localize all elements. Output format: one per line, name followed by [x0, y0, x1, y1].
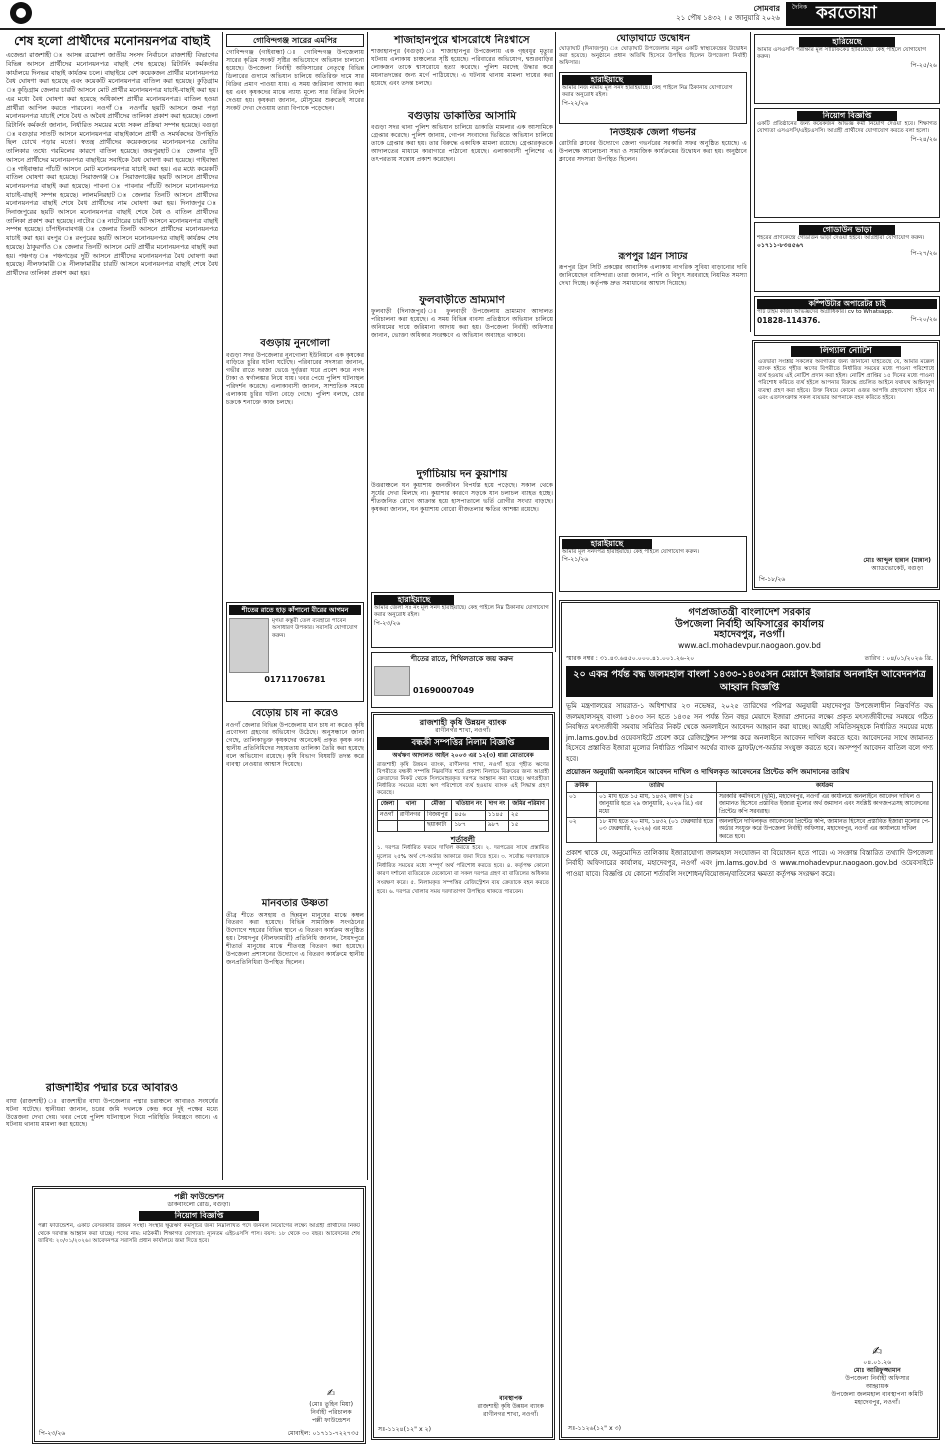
govt-line3: মহাদেবপুর, নওগাঁ।	[714, 629, 785, 640]
col1-article	[6, 34, 218, 1074]
logo-small-text: দৈনিক	[792, 4, 808, 11]
col3-article-3	[371, 294, 553, 464]
table-row: ০২ ১৮ মাঘ হতে ২০ মাঘ, ১৪৩২ (০১ ফেব্রুয়ারি হতে ০৩ ফেব্রুয়ারি, ২০২৬) এর মধ্যে অনলাইনে দাখিলকৃত আবেদনের প্রিন্টেড কপি, জামানত হিসেবে প্রস্তাবিত ইজারা মূল্যের পে-অর্ডার সংযুক্ত করে উপজেলা নির্বাহী অফিসার, মহাদেবপুর, নওগাঁ এর কার্যালয়ে দাখিল করতে হবে।	[567, 817, 933, 842]
govt-sign-place: মহাদেবপুর, নওগাঁ।	[854, 1399, 900, 1407]
table-header: ক্রমিক	[567, 782, 597, 792]
col1b-headline: রাজশাহীর পদ্মার চরে আবারও	[45, 1082, 179, 1094]
col3-ad-title: শীতের রাতে, শিথিলতাকে জয় করুন	[410, 655, 514, 663]
govt-jalmahal-notice	[559, 600, 940, 1440]
col5-comp-code: পি-২০/২৬	[910, 315, 937, 323]
col4-article-3	[559, 252, 747, 532]
col3-h2: বগুড়ায় ডাকাতির আসামি	[407, 110, 517, 122]
col2-h2-body: বগুড়া সদর উপজেলার নুনগোলা ইউনিয়নে এক কৃষকের বাড়িতে চুরির ঘটনা ঘটেছে। পরিবারের সদস্যরা জানান, গভীর রাতে দরজা ভেঙে দুর্বৃত্তরা ঘরে প্রবেশ করে নগদ টাকা ও স্বর্ণালঙ্কার নিয়ে যায়। খবর পেয়ে পুলিশ ঘটনাস্থল পরিদর্শন করেছে। এলাকাবাসী জানান, সাম্প্রতিক সময়ে এলাকায় চুরির ঘটনা বেড়ে গেছে। পুলিশ বলছে, চোর চক্রকে শনাক্তে কাজ চলছে।	[226, 351, 364, 407]
col5-comp-body: পার্ট টাইম কাজ। অভিজ্ঞদের অগ্রাধিকার। cv to Whatsapp.	[757, 308, 894, 315]
col1-ad-body: পল্লী ফাউন্ডেশন, একটি বেসরকারি উন্নয়ন সংস্থা। সংস্থার ক্ষুদ্রঋণ কর্মসূচির জন্য নিম্নলিখিত পদে জনবল নিয়োগের লক্ষ্যে আগ্রহী প্রার্থীদের নিকট থেকে দরখাস্ত আহ্বান করা যাচ্ছে। পদের নাম: মাঠকর্মী। শিক্ষাগত যোগ্যতা: ন্যূনতম এইচএসসি পাস। বয়স: ১৮ থেকে ৩০ বছর। আবেদনের শেষ তারিখ: ২০/০১/২০২৬। আবেদনপত্র সরাসরি প্রধান কার্যালয়ে জমা দিতে হবে।	[38, 1223, 360, 1244]
date-detail: ২১ পৌষ ১৪৩২ । ৫ জানুয়ারি ২০২৬	[676, 14, 780, 23]
col5-lost-ad	[754, 34, 940, 104]
govt-memo: স্মারক নম্বর : ৩১.৪৩.৬৪৫০.০০০.৪১.০০১.২৬-২০	[566, 654, 695, 662]
col4-h1-body: ঘোড়াঘাট (দিনাজপুর) ঃ ঘোড়াঘাট উপজেলায় নতুন একটি স্বাস্থ্যকেন্দ্রের উদ্বোধন করা হয়েছে। অনুষ্ঠানে প্রধান অতিথি হিসেবে উপস্থিত ছিলেন উপজেলা নির্বাহী অফিসার।	[559, 45, 747, 67]
govt-footer: প্রকাশ থাকে যে, অনুমোদিত তালিকায় ইজারাযোগ্য জলমহাল সংযোজন বা বিয়োজন হতে পারে। এ সংক্রান্ত বিস্তারিত তথ্যাদি উপজেলা নির্বাহী অফিসারের কার্যালয়, মহাদেবপুর, নওগাঁ এবং jm.lams.gov.bd ও www.mohadevpur.naogaon.gov.bd ওয়েবসাইটে পাওয়া যাবে। বিজ্ঞপ্তি যে কোনো শর্তাবলি সংশোধন/বিয়োজন/বাতিলের ক্ষমতা কর্তৃপক্ষ সংরক্ষণ করে।	[566, 849, 933, 878]
table-header: খতিয়ান নং	[452, 800, 486, 810]
col2-ad-title: শীতের রাতে হাড় কাঁপানো বীরের আগমন	[229, 605, 361, 615]
col3-h3-body: ফুলবাড়ী (দিনাজপুর) ঃ ফুলবাড়ী উপজেলায় ভ্রাম্যমাণ আদালত পরিচালনা করা হয়েছে। এ সময় বিভিন্ন ব্যবসা প্রতিষ্ঠানে অভিযান চালিয়ে অনিয়মের দায়ে জরিমানা আদায় করা হয়। উপজেলা নির্বাহী অফিসার জানান, ভোক্তা অধিকার সংরক্ষণে এ অভিযান অব্যাহত থাকবে।	[371, 308, 553, 339]
col3-ad-phone: 01690007049	[413, 685, 475, 695]
col1-job-ad	[32, 1186, 366, 1444]
table-header: মৌজা	[425, 800, 452, 810]
col5-godown-code: পি-২৭/২৬	[910, 250, 937, 258]
signature-icon: ✍	[872, 1344, 883, 1359]
col1-ad-org: পল্লী ফাউন্ডেশন	[174, 1192, 224, 1201]
govt-url: www.acl.mohadevpur.naogaon.gov.bd	[678, 640, 821, 650]
bank-sign-branch: রাণীনগর শাখা, নওগাঁ।	[483, 1411, 539, 1419]
col3-lost-body: আমার জেলা সঃ নং মূল সনদ হারাইয়াছে। কেহ পাইলে নিম্ন ঠিকানায় যোগাযোগ করার অনুরোধ রইল।	[374, 605, 549, 619]
col2-h2: বগুড়ায় নুনগোলা	[260, 338, 330, 349]
col3-h1: শাজাহানপুরে শ্বাসরোধে নিঃশ্বাসে	[394, 34, 530, 46]
table-header: জেলা	[378, 800, 398, 810]
govt-sign-role: আহ্বায়ক	[865, 1383, 889, 1391]
legal-body: এতদ্বারা সংশ্লিষ্ট সকলের অবগতির জন্য জানানো যাইতেছে যে, আমার মক্কেল ব্যাংক হইতে গৃহীত ঋণের বিপরীতে নির্ধারিত সময়ের মধ্যে পাওনা পরিশোধে ব্যর্থ হওয়ায় এই নোটিশ প্রদান করা হইল। নোটিশ প্রাপ্তির ১৫ দিনের মধ্যে পাওনা পরিশোধ করিতে ব্যর্থ হইলে আপনার বিরুদ্ধে প্রচলিত আইনে যথাযথ আইনানুগ ব্যবস্থা গ্রহণ করা হইবে। উক্ত বিষয়ে কোনো ওজর আপত্তি গ্রহণযোগ্য হইবে না এবং এতদসংক্রান্ত সকল ব্যয়ভার আপনাকে বহন করিতে হইবে।	[758, 358, 934, 401]
col1-ad-addr: ডাকবাংলো রোড, বগুড়া।	[167, 1201, 231, 1209]
col4-lost2-body: আমার মূল সনদপত্র হারাইয়াছে। কেহ পাইলে যোগাযোগ করুন।	[562, 549, 700, 556]
bank-property-table	[377, 799, 549, 831]
col4-h2-body: রোটারি ক্লাবের উদ্যোগে জেলা গভর্নরের সরকারি সফর অনুষ্ঠিত হয়েছে। এ উপলক্ষে আলোচনা সভা ও সামাজিক কার্যক্রমের উদ্বোধন করা হয়। অনুষ্ঠানে ক্লাবের সদস্যরা উপস্থিত ছিলেন।	[559, 139, 747, 163]
col4-lost1-body: আমার নিজ নামীয় মূল সনদ হারাইয়াছে। কেহ পাইলে নিম্ন ঠিকানায় যোগাযোগ করার অনুরোধ রইল।	[562, 85, 733, 99]
table-row: নওগাঁ রাণীনগর বিজয়পুর ৪৫৬ ১১৪৫ ২৫	[378, 810, 549, 820]
col3-h4-body: উত্তরাঞ্চলে ঘন কুয়াশায় জনজীবন বিপর্যস্ত হয়ে পড়েছে। সকাল থেকে সূর্যের দেখা মিলছে না। কুয়াশার কারণে সড়কে যান চলাচল ব্যাহত হচ্ছে। শীতজনিত রোগে আক্রান্ত হয়ে হাসপাতালে ভর্তি রোগীর সংখ্যা বাড়ছে। কৃষকরা জানান, ঘন কুয়াশায় বোরো বীজতলার ক্ষতির আশঙ্কা রয়েছে।	[371, 482, 553, 513]
col1-ad-code: পি-২৩/২৬	[39, 1430, 66, 1438]
bank-title: বন্ধকী সম্পত্তির নিলাম বিজ্ঞপ্তি	[377, 737, 549, 750]
govt-sign-org: উপজেলা জলমহাল ব্যবস্থাপনা কমিটি	[831, 1391, 923, 1399]
col3-h1-body: শাজাহানপুর (বগুড়া) ঃ শাজাহানপুর উপজেলায় এক গৃহবধূর মৃত্যুর ঘটনায় এলাকায় চাঞ্চল্যের সৃষ্টি হয়েছে। পরিবারের অভিযোগ, শ্বশুরবাড়ির লোকজন তাকে শ্বাসরোধে হত্যা করেছে। পুলিশ মরদেহ উদ্ধার করে ময়নাতদন্তের জন্য মর্গে পাঠিয়েছে। এ ঘটনায় থানায় মামলা দায়ের করা হয়েছে এবং তদন্ত চলছে।	[371, 48, 553, 87]
col5-job-ad	[754, 108, 940, 218]
govt-line1: গণপ্রজাতন্ত্রী বাংলাদেশ সরকার	[688, 607, 811, 618]
bank-conditions-title: শর্তাবলী	[450, 834, 476, 844]
col2-article-2	[226, 338, 364, 598]
col4-article-1	[559, 34, 747, 70]
col2-ad-body: মৃগয়া কস্তুরী তেল ব্যবহারে পাবেন অসাধারণ উপকার। সরাসরি যোগাযোগ করুন।	[272, 618, 358, 639]
col3-article-1	[371, 34, 553, 106]
bank-code: সঃ-১১২৪(১২" x ২)	[378, 1426, 432, 1434]
paper-emblem-icon	[10, 2, 32, 24]
legal-notice	[752, 340, 940, 590]
col3-h4: দুর্গাচিয়ায় দন কুয়াশায়	[416, 468, 508, 480]
col1-headline: শেষ হলো প্রার্থীদের মনোনয়নপত্র বাছাই	[14, 34, 210, 48]
govt-code: সঃ-১১২৬(১২" x ৩)	[568, 1425, 622, 1433]
govt-date: তারিখ : ০৪/০১/২০২৬ খ্রি.	[864, 654, 933, 662]
col4-h2: নিউইয়র্ক জেলা গভর্নর	[610, 128, 696, 138]
col3-lost-title: হারাইয়াছে	[374, 595, 454, 605]
table-header: দাগ নং	[485, 800, 508, 810]
govt-body: ভূমি মন্ত্রণালয়ের সায়রাত-১ অধিশাখার ২৩ নভেম্বর, ২০২৫ তারিখের পরিপত্র অনুযায়ী মহাদেবপুর উপজেলাধীন নিম্নবর্ণিত বদ্ধ জলমহালসমূহ বাংলা ১৪৩৩ সন হতে ১৪৩৫ সন পর্যন্ত তিন বছর মেয়াদে ইজারা প্রদানের লক্ষ্যে প্রকৃত মৎস্যজীবীদের সমন্বয়ে গঠিত নিবন্ধিত মৎস্যজীবী সমবায় সমিতির নিকট থেকে অনলাইনে আবেদন আহ্বান করা যাচ্ছে। আগ্রহী সমিতিসমূহকে নির্ধারিত সময়ের মধ্যে jm.lams.gov.bd ওয়েবসাইটে প্রবেশ করে রেজিস্ট্রেশন সম্পন্ন করে অনলাইনে আবেদন দাখিল করতে হবে। আবেদনের সাথে জামানত হিসেবে প্রস্তাবিত ইজারা মূল্যের নির্ধারিত পরিমাণ অর্থের ব্যাংক ড্রাফট/পে-অর্ডার সংযুক্ত করতে হবে। অসম্পূর্ণ আবেদন বাতিল বলে গণ্য হবে।	[566, 702, 933, 763]
masthead	[0, 0, 945, 28]
col5-lost-body: আমার এসএসসি পরীক্ষার মূল সার্টিফিকেট হারিয়েছে। কেহ পাইলে যোগাযোগ করুন।	[757, 47, 927, 61]
col5-godown-body: শহরের প্রাণকেন্দ্রে গোডাউন ভাড়া দেওয়া হইবে। আগ্রহীরা যোগাযোগ করুন।	[757, 235, 925, 242]
col4-lost1-title: হারাইয়াছে	[562, 75, 652, 85]
col5-job-title: নিয়োগ বিজ্ঞপ্তি	[797, 111, 897, 121]
bank-body: রাজশাহী কৃষি উন্নয়ন ব্যাংক, রাণীনগর শাখা, নওগাঁ হতে গৃহীত ঋণের বিপরীতে বন্ধকী সম্পত্তি নিম্নবর্ণিত শর্তে প্রকাশ্য নিলামে বিক্রয়ের জন্য আগ্রহী ক্রেতাদের নিকট থেকে সিলমোহরকৃত দরপত্র আহ্বান করা যাচ্ছে। ঋণগ্রহীতা নির্ধারিত সময়ের মধ্যে ঋণ পরিশোধে ব্যর্থ হওয়ায় ব্যাংক এই সিদ্ধান্ত গ্রহণ করেছে।	[377, 761, 549, 797]
col1-ad-phone: মোবাইল: ০১৭১১-৭২২৭৩৫	[287, 1430, 359, 1438]
logo-box	[786, 2, 936, 26]
col1b-article	[6, 1082, 218, 1180]
col4-lost2-title: হারাইয়াছে	[562, 539, 652, 549]
col1b-body: বাঘা (রাজশাহী) ঃ রাজশাহীর বাঘা উপজেলার পদ্মার চরাঞ্চলে আবারও সংঘর্ষের ঘটনা ঘটেছে। স্থানীয়রা জানান, চরের জমি দখলকে কেন্দ্র করে দুই পক্ষের মধ্যে উত্তেজনা দেখা দেয়। খবর পেয়ে পুলিশ ঘটনাস্থলে গিয়ে পরিস্থিতি নিয়ন্ত্রণে আনে। এ ঘটনায় থানায় মামলা করা হয়েছে।	[6, 1097, 218, 1129]
table-row: ছয়াকাটা ১৮৭ ৯৮৭ ১৫	[378, 821, 549, 831]
bank-auction-notice	[371, 712, 555, 1440]
col4-lost1-code: পি-২২/২৬	[562, 99, 589, 107]
product-photo	[374, 666, 410, 696]
col4-h3-body: রূপপুর গ্রিন সিটি প্রকল্পের আবাসিক এলাকায় নাগরিক সুবিধা বাড়ানোর দাবি জানিয়েছেন বাসিন্দারা। তারা জানান, পানি ও বিদ্যুৎ সরবরাহে নিয়মিত সমস্যা দেখা দিচ্ছে। কর্তৃপক্ষ দ্রুত সমাধানের আশ্বাস দিয়েছে।	[559, 263, 747, 287]
legal-title: লিগ্যাল নোটিশ	[791, 346, 901, 357]
col2-article-1	[226, 34, 364, 334]
col1-ad-sign-title: নির্বাহী পরিচালক	[310, 1409, 352, 1417]
col3-lost-code: পি-২৩/২৬	[374, 619, 401, 627]
col5-computer-ad	[754, 296, 940, 336]
bank-sign-org: রাজশাহী কৃষি উন্নয়ন ব্যাংক	[477, 1403, 544, 1411]
table-header: তারিখ	[597, 782, 717, 792]
col4-lost2-code: পি-২১/২৬	[562, 556, 589, 564]
col2-h4: মানবতার উষ্ণতা	[261, 898, 329, 909]
col2-oil-ad	[226, 602, 364, 702]
col4-article-2	[559, 128, 747, 248]
col2-h4-body: তীব্র শীতে অসহায় ও ছিন্নমূল মানুষের মাঝে কম্বল বিতরণ করা হয়েছে। বিভিন্ন সামাজিক সংগঠনের উদ্যোগে শহরের বিভিন্ন স্থানে এ বিতরণ কার্যক্রম অনুষ্ঠিত হয়। সৈয়দপুর (নীলফামারী) প্রতিনিধি জানান, সৈয়দপুরে শীতার্ত মানুষের মাঝে শীতবস্ত্র বিতরণ করা হয়েছে। উপজেলা প্রশাসনের উদ্যোগে এ বিতরণ কার্যক্রমে স্থানীয় জনপ্রতিনিধিরা উপস্থিত ছিলেন।	[226, 911, 364, 967]
col4-lost-ad-1	[559, 72, 747, 124]
govt-sign-name: মোঃ আরিফুজ্জামান	[853, 1367, 901, 1375]
govt-schedule-table	[566, 781, 933, 843]
col3-oil-ad	[371, 652, 553, 708]
govt-sign-date: ০৪.০১.২৬	[863, 1359, 892, 1367]
col2-h3-body: নওগাঁ জেলার বিভিন্ন উপজেলায় ধান চাষ না করেও কৃষি প্রণোদনা গ্রহণের অভিযোগ উঠেছে। অনুসন্ধানে জানা গেছে, তালিকাভুক্ত কৃষকদের অনেকেই প্রকৃত কৃষক নন। স্থানীয় প্রতিনিধিদের সহায়তায় তালিকা তৈরি করা হয়েছে বলে অভিযোগ রয়েছে। কৃষি বিভাগ বিষয়টি তদন্ত করে ব্যবস্থা নেওয়ার আশ্বাস দিয়েছে।	[226, 721, 364, 769]
col3-h3: ফুলবাড়ীতে ভ্রাম্যমাণ	[419, 294, 505, 306]
bank-org: রাজশাহী কৃষি উন্নয়ন ব্যাংক	[419, 718, 507, 727]
legal-sign-title: অ্যাডভোকেট, বগুড়া	[871, 565, 923, 573]
col5-job-body: একটি প্রতিষ্ঠানের জন্য কয়েকজন অভিজ্ঞ কর্মী নিয়োগ দেওয়া হবে। শিক্ষাগত যোগ্যতা এসএসসি/এইচএসসি। আগ্রহী প্রার্থীদের যোগাযোগ করতে বলা হলো।	[757, 121, 937, 135]
col4-lost-ad-2	[559, 536, 747, 592]
col1-body: এজেন্ডা রাজশাহী ঃ আসন্ন ত্রয়োদশ জাতীয় সংসদ নির্বাচনে রাজশাহী বিভাগের বিভিন্ন আসনে প্রার্থীদের মনোনয়নপত্র বাছাই শেষ হয়েছে। রিটার্নিং কর্মকর্তার কার্যালয়ে দিনভর বাছাই কার্যক্রম চলে। বাছাইয়ে বেশ কয়েকজন প্রার্থীর মনোনয়নপত্র বৈধ ঘোষণা করা হয়েছে এবং কয়েকটি মনোনয়নপত্র বাতিল করা হয়েছে। কুড়িগ্রাম ঃ কুড়িগ্রাম জেলার চারটি আসনে মোট প্রার্থীর মনোনয়নপত্র যাচাই-বাছাই করা হয়। এর মধ্যে বৈধ ঘোষণা করা হয়েছে অধিকাংশ প্রার্থীর মনোনয়নপত্র। বাতিল হওয়া প্রার্থীরা আপিল করতে পারবেন। নওগাঁ ঃ নওগাঁর ছয়টি আসনে জমা পড়া মনোনয়নপত্র যাচাই শেষে বৈধ ও অবৈধ প্রার্থীদের তালিকা প্রকাশ করা হয়েছে। জেলা রিটার্নিং কর্মকর্তা জানান, নির্ধারিত সময়ের মধ্যে সকল প্রক্রিয়া সম্পন্ন হয়েছে। বগুড়া ঃ বগুড়ার সাতটি আসনে মনোনয়নপত্র বাছাইকালে প্রার্থী ও সমর্থকদের উপস্থিতি ছিল চোখে পড়ার মতো। স্বতন্ত্র প্রার্থীদের কয়েকজনের মনোনয়নপত্র ভোটার তালিকার তথ্যে গরমিলের কারণে বাতিল হয়েছে। জয়পুরহাট ঃ জেলার দুটি আসনে প্রার্থীদের মনোনয়নপত্র বাছাইয়ে সবাইকে বৈধ ঘোষণা করা হয়েছে। গাইবান্ধা ঃ গাইবান্ধার পাঁচটি আসনে মোট মনোনয়নপত্র যাচাই করা হয়। এর মধ্যে কয়েকটি বাতিল ঘোষণা করা হয়েছে। সিরাজগঞ্জ ঃ সিরাজগঞ্জের ছয়টি আসনে প্রার্থীদের মনোনয়নপত্র বাছাই করা হয়েছে। পাবনা ঃ পাবনার পাঁচটি আসনে মনোনয়নপত্র যাচাই-বাছাই সম্পন্ন হয়েছে। লালমনিরহাট ঃ জেলার তিনটি আসনে প্রার্থীদের মনোনয়নপত্র বাছাই শেষে বৈধ প্রার্থীদের নাম ঘোষণা করা হয়। দিনাজপুর ঃ দিনাজপুরের ছয়টি আসনে মনোনয়নপত্র বাছাই শেষে বৈধ ও বাতিল প্রার্থীদের তালিকা প্রকাশ করা হয়েছে। নাটোর ঃ নাটোরের চারটি আসনে মনোনয়নপত্র বাছাই সম্পন্ন হয়েছে। চাঁপাইনবাবগঞ্জ ঃ জেলার তিনটি আসনে প্রার্থীদের মনোনয়নপত্র যাচাই করা হয়। রংপুর ঃ রংপুরের ছয়টি আসনে মনোনয়নপত্র বাছাই কার্যক্রম শেষ হয়েছে। ঠাকুরগাঁও ঃ জেলার তিনটি আসনে মোট প্রার্থীর মনোনয়নপত্র বাছাই করা হয়। পঞ্চগড় ঃ পঞ্চগড়ের দুটি আসনে প্রার্থীদের মনোনয়নপত্র বৈধ ঘোষণা করা হয়েছে। নীলফামারী ঃ নীলফামারীর চারটি আসনে মনোনয়নপত্র বাছাই শেষে বৈধ প্রার্থীদের তালিকা প্রকাশ করা হয়।	[6, 51, 218, 277]
legal-code: পি-১৮/২৬	[759, 576, 786, 584]
signature-icon: ✍	[326, 1388, 336, 1400]
govt-bold-note: প্রয়োজন অনুযায়ী অনলাইনে আবেদন দাখিল ও দাখিলকৃত আবেদনের প্রিন্টেড কপি জমাদানের তারিখ	[566, 768, 850, 777]
product-photo	[229, 618, 269, 673]
col3-lost-ad	[371, 592, 553, 648]
col1-ad-title: নিয়োগ বিজ্ঞপ্তি	[139, 1211, 259, 1221]
govt-line2: উপজেলা নির্বাহী অফিসারের কার্যালয়	[674, 618, 824, 630]
col5-godown-phone: ০১৭১১-৮৩৪৫৬৭	[757, 242, 804, 250]
col5-comp-phone: 01828-114376.	[757, 315, 821, 325]
legal-sign: মোঃ আব্দুল হান্নান (মান্নান)	[863, 557, 931, 565]
col3-article-4	[371, 468, 553, 588]
bank-conditions: ১. দরপত্র নির্ধারিত ফরমে দাখিল করতে হবে। ২. দরপত্রের সাথে প্রস্তাবিত মূল্যের ২৫% অর্থ পে-অর্ডার আকারে জমা দিতে হবে। ৩. সর্বোচ্চ দরদাতাকে নির্ধারিত সময়ের মধ্যে সম্পূর্ণ অর্থ পরিশোধ করতে হবে। ৪. কর্তৃপক্ষ কোনো কারণ দর্শানো ব্যতিরেকে যেকোনো বা সকল দরপত্র গ্রহণ বা বাতিলের অধিকার সংরক্ষণ করে। ৫. নিলামকৃত সম্পত্তির রেজিস্ট্রেশন ব্যয় ক্রেতাকে বহন করতে হবে। ৬. দরপত্র খোলার সময় দরদাতাগণ উপস্থিত থাকতে পারবেন।	[377, 845, 549, 895]
col2-article-3	[226, 708, 364, 894]
col4-h1: ঘোড়াঘাটে উদ্বোধন	[616, 34, 690, 44]
col3-h2-body: বগুড়া সদর থানা পুলিশ অভিযান চালিয়ে ডাকাতি মামলার এক আসামিকে গ্রেপ্তার করেছে। পুলিশ জানায়, গোপন সংবাদের ভিত্তিতে অভিযান চালিয়ে তাকে গ্রেপ্তার করা হয়। তার বিরুদ্ধে একাধিক মামলা রয়েছে। গ্রেপ্তারকৃতকে আদালতের মাধ্যমে কারাগারে পাঠানো হয়েছে। এলাকাবাসী পুলিশের এ তৎপরতায় সন্তোষ প্রকাশ করেছেন।	[371, 124, 553, 163]
col2-h3: বেড়োয় চাষ না করেও	[251, 708, 339, 719]
logo-main-text: করতোয়া	[816, 3, 877, 23]
col2-article-4	[226, 898, 364, 1180]
col5-comp-title: কম্পিউটার অপারেটর চাই	[757, 299, 937, 309]
col2-top-body: গোবিন্দগঞ্জ (গাইবান্ধা) ঃ গোবিন্দগঞ্জ উপজেলায় সারের কৃত্রিম সংকট সৃষ্টির অভিযোগে অভিযান চালানো হয়েছে। উপজেলা নির্বাহী অফিসারের নেতৃত্বে বিভিন্ন ডিলারের গুদামে অভিযান চালিয়ে অতিরিক্ত দামে সার বিক্রির প্রমাণ পাওয়া যায়। এ সময় জরিমানা আদায় করা হয় এবং কৃষকদের মাঝে ন্যায্য মূল্যে সার বিক্রির নির্দেশ দেওয়া হয়। কৃষকরা জানান, মৌসুমের শুরুতেই সারের সংকট দেখা দেওয়ায় তারা বিপাকে পড়েছেন।	[226, 49, 364, 112]
bank-sub: অর্থঋণ আদালত আইন ২০০৩ এর ১২(৩) ধারা মোতাবেক	[392, 752, 534, 759]
col3-article-2	[371, 110, 553, 290]
col5-job-code: পি-২৪/২৬	[910, 135, 937, 143]
col2-ad-phone: 01711706781	[264, 675, 326, 685]
col5-godown-title: গোডাউন ভাড়া	[799, 225, 895, 235]
col1-ad-sign-name: (মোঃ তুহিন মিয়া)	[309, 1401, 353, 1409]
bank-branch: রাণীনগর শাখা, নওগাঁ।	[435, 727, 491, 735]
govt-banner: ২০ একর পর্যন্ত বদ্ধ জলমহাল বাংলা ১৪৩৩-১৪৩৫সন মেয়াদে ইজারার অনলাইন আবেদনপত্র আহ্বান বিজ্ঞপ্তি	[566, 666, 933, 697]
col5-lost-code: পি-২৫/২৬	[910, 61, 937, 69]
col1-ad-sign-org: পল্লী ফাউন্ডেশন	[311, 1417, 351, 1425]
table-header: কার্যক্রম	[717, 782, 933, 792]
date-weekday: সোমবার	[753, 4, 780, 13]
govt-sign-title: উপজেলা নির্বাহী অফিসার	[845, 1375, 910, 1383]
table-header: জমির পরিমাণ	[508, 800, 548, 810]
col4-h3: রূপপুর গ্রিন সিটির	[618, 252, 688, 262]
bank-sign-title: ব্যবস্থাপক	[499, 1395, 523, 1403]
col5-godown-ad	[754, 222, 940, 292]
table-header: থানা	[397, 800, 424, 810]
col2-top-headline: গোবিন্দগঞ্জ সারের এমপির	[226, 34, 364, 47]
table-row: ০১ ০১ মাঘ হতে ১৫ মাঘ, ১৪৩২ বঙ্গাব্দ (১৫ জানুয়ারি হতে ২৯ জানুয়ারি, ২০২৬ খ্রি.) এর মধ্যে সরকারি কর্মদিবসে (ভূমি), মহাদেবপুর, নওগাঁ এর কার্যালয়ে অনলাইনে আবেদন দাখিল ও জামানত হিসেবে প্রস্তাবিত ইজারা মূল্যের অর্থ জমাদান এবং সংশ্লিষ্ট কাগজপত্রসহ আবেদনের প্রিন্টেড কপি সরবরাহ।	[567, 792, 933, 817]
col5-lost-title: হারিয়েছে	[799, 37, 895, 47]
